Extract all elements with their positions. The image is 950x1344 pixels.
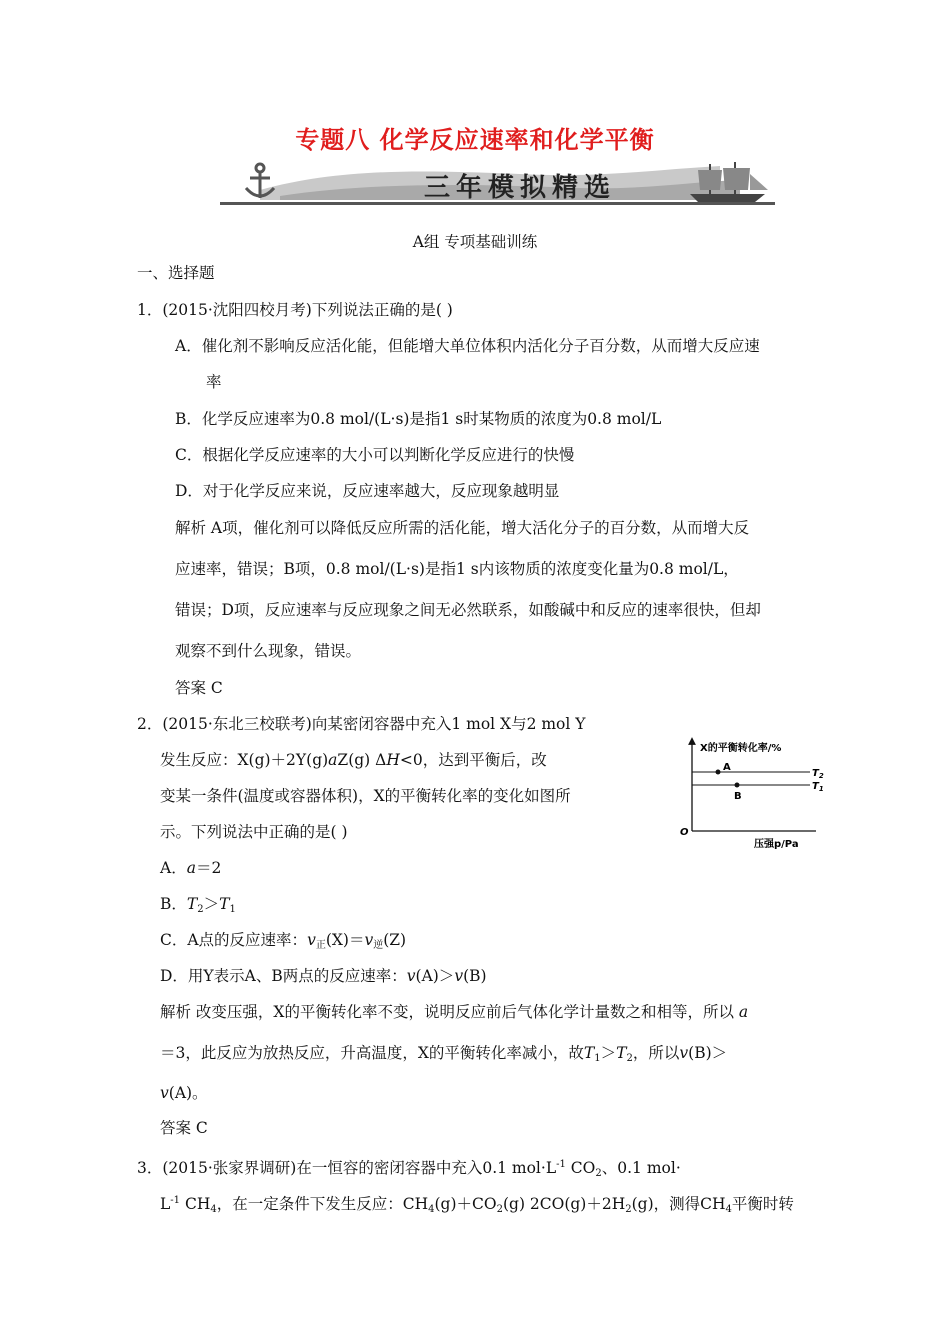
q1-explanation-2: 应速率，错误；B项，0.8 mol/(L·s)是指1 s内该物质的浓度变化量为0.8 mol/L， [175, 560, 739, 578]
q2-stem: 2．(2015·东北三校联考)向某密闭容器中充入1 mol X与2 mol Y [137, 715, 586, 733]
t2-label: $T_2$ [812, 768, 824, 780]
q2-explanation-1: 解析 改变压强，X的平衡转化率不变，说明反应前后气体化学计量数之和相等，所以 a [160, 1003, 749, 1021]
q3-stem-2: $L^{-1}$ $CH_4$，在一定条件下发生反应：$CH_4(g)+CO_2(g)$ $2CO(g)+2H_2(g)$，测得$CH_4$平衡时转 [160, 1195, 794, 1215]
point-a [716, 770, 721, 775]
banner-text: 三年模拟精选 [423, 173, 617, 203]
point-a-label: A [723, 762, 731, 773]
q1-option-d: D．对于化学反应来说，反应速率越大，反应现象越明显 [175, 482, 560, 500]
x-axis-label: 压强p/Pa [754, 839, 799, 850]
q1-answer: 答案 C [175, 679, 223, 697]
q1-option-a: A．催化剂不影响反应活化能，但能增大单位体积内活化分子百分数，从而增大反应速 [175, 337, 760, 355]
q2-option-c: C．A点的反应速率：$v_正(X)=v_逆(Z)$ [160, 931, 407, 951]
q2-option-b: B．$T_2>T_1$ [160, 895, 236, 915]
q2-stem-2: 发生反应：X(g)＋2Y(g)aZ(g) ΔH<0，达到平衡后，改 [160, 751, 547, 769]
q1-option-a-cont: 率 [206, 373, 222, 391]
y-axis-label: X的平衡转化率/% [700, 743, 782, 754]
q1-explanation-1: 解析 A项，催化剂可以降低反应所需的活化能，增大活化分子的百分数，从而增大反 [175, 519, 750, 537]
group-heading: A组 专项基础训练 [412, 233, 538, 251]
q1-explanation-4: 观察不到什么现象，错误。 [175, 642, 362, 660]
q2-explanation-2: ＝3，此反应为放热反应，升高温度，X的平衡转化率减小，故$T_1>T_2$，所以v(B)＞ [160, 1044, 728, 1064]
q2-option-a: A．a＝2 [160, 859, 222, 877]
t1-label: $T_1$ [812, 781, 824, 793]
point-b-label: B [734, 791, 742, 802]
point-b [735, 783, 740, 788]
q2-explanation-3: v(A)。 [160, 1084, 208, 1102]
q2-stem-3: 变某一条件(温度或容器体积)，X的平衡转化率的变化如图所 [160, 787, 571, 805]
q1-option-b: B．化学反应速率为0.8 mol/(L·s)是指1 s时某物质的浓度为0.8 mol/L [175, 410, 662, 428]
q2-stem-4: 示。下列说法中正确的是( ) [160, 823, 348, 841]
q1-explanation-3: 错误；D项，反应速率与反应现象之间无必然联系，如酸碱中和反应的速率很快，但却 [175, 601, 761, 619]
q1-stem: 1．(2015·沈阳四校月考)下列说法正确的是( ) [137, 301, 453, 319]
q2-option-d: D．用Y表示A、B两点的反应速率：v(A)＞v(B) [160, 967, 487, 985]
page-title: 专题八 化学反应速率和化学平衡 [295, 126, 655, 154]
anchor-icon [246, 164, 274, 198]
origin-label: O [680, 827, 689, 838]
q3-stem-1: 3．(2015·张家界调研)在一恒容的密闭容器中充入0.1 $mol\cdot L^{-1}$ $CO_2$、0.1 mol· [137, 1159, 681, 1179]
q1-option-c: C．根据化学反应速率的大小可以判断化学反应进行的快慢 [175, 446, 575, 464]
conversion-pressure-graph [680, 735, 824, 855]
section-heading: 一、选择题 [137, 264, 215, 282]
section-banner [220, 160, 775, 212]
q2-answer: 答案 C [160, 1119, 208, 1137]
